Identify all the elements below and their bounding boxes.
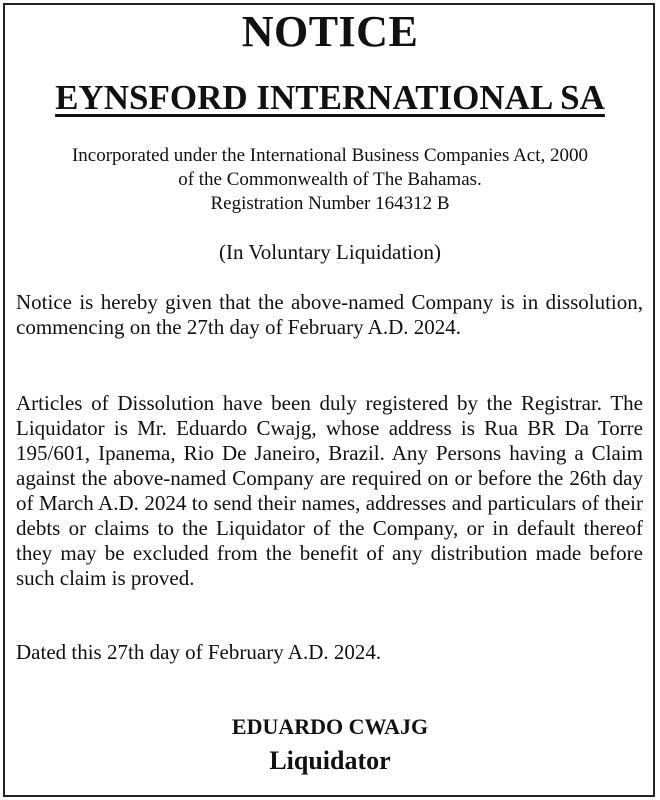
dated-line: Dated this 27th day of February A.D. 2024. <box>16 640 382 664</box>
incorporation-line: of the Commonwealth of The Bahamas. <box>178 169 482 190</box>
incorporation-line: Incorporated under the International Business Companies Act, 2000 <box>71 145 589 166</box>
liquidator-paragraph: Articles of Dissolution have been duly registered by the Registrar. The Liquidator is Mr. Eduardo Cwajg, whose address is Rua BR Da Torre 195/601, Ipanema, Rio De Janeiro, Brazil. Any Persons having a Claim against the above-named Company are required on or before the 26th day of March A.D. 2024 to send their names, addresses and particulars of their debts or claims to the Liquidator of the Company, or in default thereof they may be excluded from the benefit of any distribution made before such claim is proved. <box>16 391 643 590</box>
incorporation-details <box>0 144 660 216</box>
dissolution-paragraph: Notice is hereby given that the above-named Company is in dissolution, commencing on the 27th day of February A.D. 2024. <box>16 290 643 339</box>
registration-number: Registration Number 164312 B <box>210 193 450 214</box>
notice-heading: NOTICE <box>241 7 419 56</box>
company-name: EYNSFORD INTERNATIONAL SA <box>55 78 605 117</box>
signatory-title: Liquidator <box>269 746 391 775</box>
liquidation-status: (In Voluntary Liquidation) <box>218 240 442 264</box>
signatory-name: EDUARDO CWAJG <box>231 714 429 739</box>
